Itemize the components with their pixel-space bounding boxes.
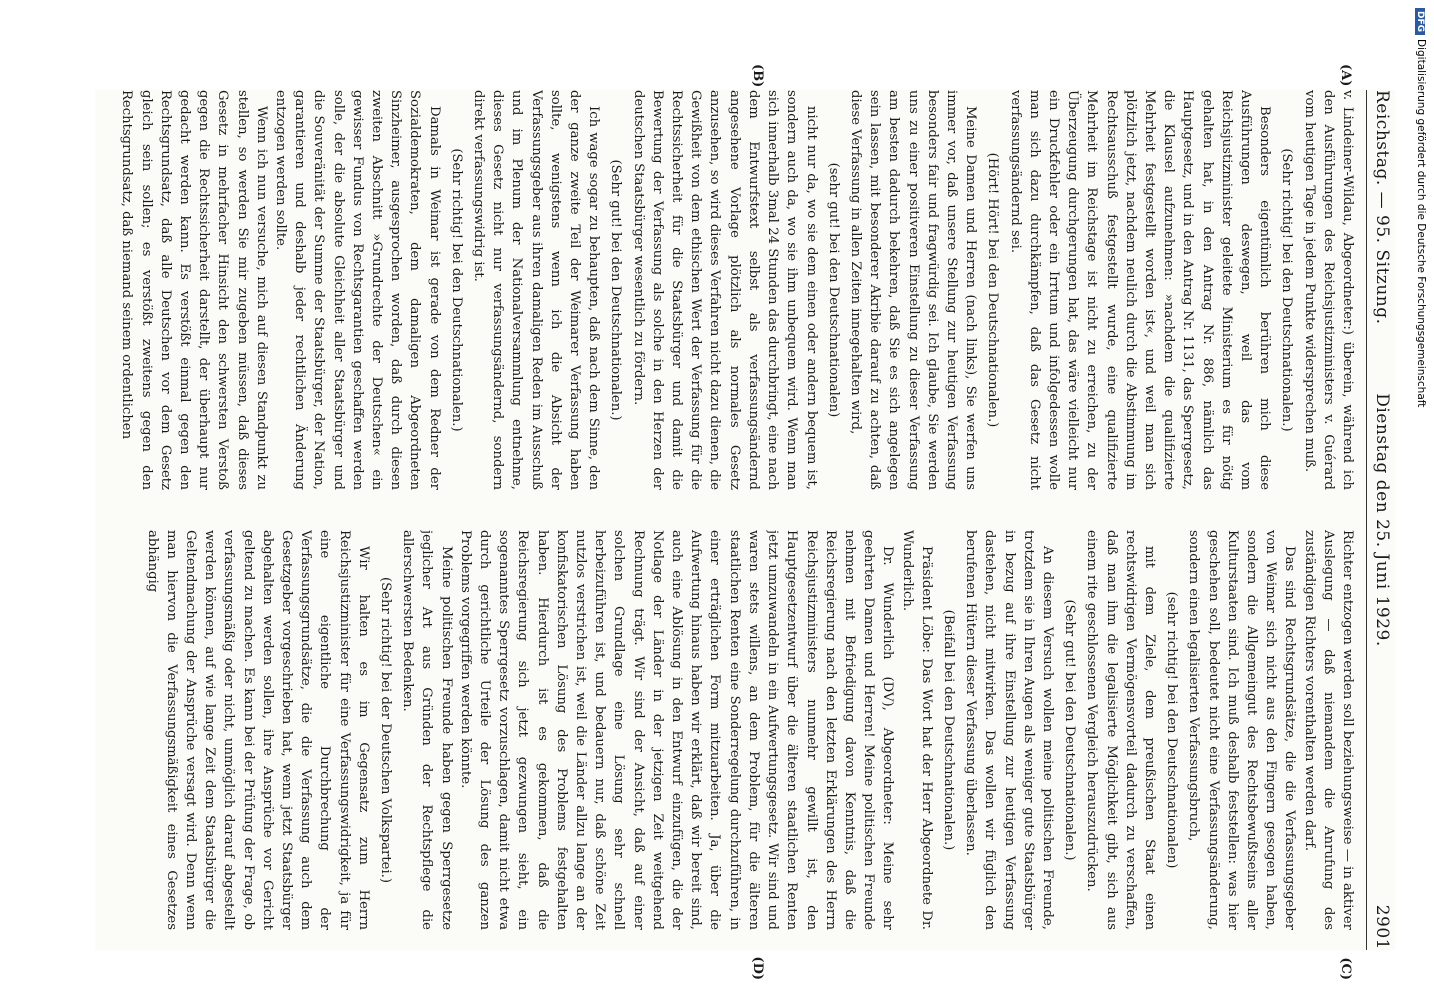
page-number: 2901 [1372,904,1392,950]
margin-marker-c: (C) [1338,957,1353,980]
margin-marker-d: (D) [750,956,765,980]
left-column-paragraph: (Sehr gut! bei den Deutschnationalen.) [608,159,624,421]
left-column-paragraph: (Sehr richtig! bei den Deutschnationalen.) [448,148,464,432]
right-column-paragraph: Wir halten es im Gegensatz zum Herrn Reichsjustizminister für eine Verfassungswidrigkeit, ja für eine eigentliche Durchbrechung der Verfassungsgrundsätze, die die Verfassung auch dem Gesetzgeber vorgeschrieben hat, wenn jetzt Staatsbürger abgehalten werden sollen, ihre Ansprüche vor Gericht geltend zu machen. Es kann bei der Prüfung der Frage, ob verfassungsmäßig oder nicht, unmöglich darauf abgestellt werden können, auf wie lange Zeit dem Staatsbürger die Geltendmachung der Ansprüche versagt wird. Denn wenn man hiervon die Verfassungsmäßigkeit eines Gesetzes abhängig [144,530,371,930]
right-column-paragraph: Präsident Löbe: Das Wort hat der Herr Abgeordnete Dr. Wunderlich. [899,530,934,930]
dfg-logo: DFG [1415,8,1425,35]
document-page [95,64,1395,980]
margin-marker-a: (A) [1338,64,1353,87]
left-column-paragraph: Ich wage sogar zu behaupten, daß nach dem Sinne, den der ganze zweite Teil der Weimarer Verfassung haben sollte, wenigstens wenn ich die Absicht der Verfassungsgeber aus ihren damaligen Reden im Ausschuß und im Plenum der Nationalversammlung entnehme, dieses Gesetz nicht nur verfassungsändernd, sondern direkt verfassungswidrig ist. [471,90,602,490]
right-column-paragraph: An diesem Versuch wollen meine politischen Freunde, trotzdem sie in Ihren Augen als weniger gute Staatsbürger in bezug auf ihre Einstellung zur heutigen Verfassung dastehen, nicht mitwirken. Das wollen wir füglich den berufenen Hütern dieser Verfassung überlassen. [963,530,1055,930]
right-column-paragraph: Richter entzogen werden soll beziehungsweise — in aktiver Auslegung — daß niemandem die Anrufung des zuständigen Richters vorenthalten werden darf. [1301,530,1355,930]
right-column [95,530,1357,930]
credit-text: Digitalisierung gefördert durch die Deutsche Forschungsgemeinschaft [1415,39,1427,408]
margin-marker-b: (B) [750,64,765,88]
left-column-paragraph: (Hört! Hört! bei den Deutschnationalen.) [985,152,1001,428]
header-left: Reichstag. — 95. Sitzung. [1372,90,1392,325]
left-column-paragraph: (sehr gut! bei den Deutschnationalen) [825,162,841,418]
header-rule [1366,90,1367,950]
left-column-paragraph: (Sehr richtig! bei den Deutschnationalen.) [1279,148,1295,432]
scanned-page-area [95,64,1395,980]
left-column-paragraph: nicht nur da, wo sie dem einen oder andern bequem ist, sondern auch da, wo sie ihm unbequem wird. Wenn man sich innerhalb 3mal 24 Stunden das durchbringt, eine nach dem Entwurfstext selbst als verfassungsändernd angesehene Vorlage plötzlich als normales Gesetz anzusehen, so wird dieses Verfahren nicht dazu dienen, die Gewißheit von dem ethischen Wert der Verfassung für die Rechtssicherheit für die Staatsbürger und damit die Bewertung der Verfassung als solche in den Herzen der deutschen Staatsbürger wesentlich zu fördern. [630,90,819,490]
left-column-paragraph: Besonders eigentümlich berühren mich diese Ausführungen deswegen, weil das vom Reichsjustizminister geleitete Ministerium es für nötig gehalten hat, in den Antrag Nr. 886, nämlich das Hauptgesetz, und in den Antrag Nr. 1131, das Sperrgesetz, die Klausel aufzunehmen: »nachdem die qualifizierte Mehrheit festgestellt worden ist«, und weil man sich plötzlich jetzt, nachdem neulich durch die Abstimmung im Rechtsausschuß festgestellt wurde, eine qualifizierte Mehrheit im Reichstage ist nicht zu erreichen, zu der Überzeugung durchgerungen hat, das wäre vielleicht nur ein Druckfehler oder ein Irrtum und infolgedessen wolle man sich dazu durchkämpfen, daß das Gesetz nicht verfassungsändernd sei. [1007,90,1273,490]
right-column-paragraph: (Sehr richtig! bei der Deutschen Volkspartei.) [378,576,394,884]
right-column-paragraph: Dr. Wunderlich (DV), Abgeordneter: Meine sehr geehrten Damen und Herren! Meine politischen Freunde nehmen mit Befriedigung davon Kenntnis, daß die Reichsregierung nach den letzten Erklärungen des Herrn Reichsjustizministers nunmehr gewillt ist, den Hauptgesetzentwurf über die älteren staatlichen Renten jetzt umzuwandeln in ein Aufwertungsgesetz. Wir sind und waren stets willens, an dem Problem, für die älteren staatlichen Renten eine Sonderregelung durchzuführen, in einer erträglichen Form mitzuarbeiten. Ja, über die Aufwertung hinaus haben wir erklärt, daß wir bereit sind, auch eine Ablösung in den Entwurf einzufügen, die der Notlage der Länder in der jetzigen Zeit weitgehend Rechnung trägt. Wir sind der Ansicht, daß auf einer solchen Grundlage eine Lösung sehr schnell herbeizuführen ist, und bedauern nur, daß schöne Zeit nutzlos verstrichen ist, weil die Länder allzu lange an der konfiskatorischen Lösung des Problems festgehalten haben. Hierdurch ist es gekommen, daß die Reichsregierung sich jetzt gezwungen sieht, ein sogenanntes Sperrgesetz vorzuschlagen, damit nicht etwa durch gerichtliche Urteile der Lösung des ganzen Problems vorgegriffen werden könnte. [457,530,896,930]
left-column-paragraph: Wenn ich nun versuche, mich auf diesen Standpunkt zu stellen, so werden Sie mir zugeben müssen, daß dieses Gesetz in mehrfacher Hinsicht den schwersten Verstoß gegen die Rechtssicherheit darstellt, der überhaupt nur gedacht werden kann. Es verstößt einmal gegen den Rechtsgrundsatz, daß alle Deutschen vor dem Gesetz gleich sein sollen; es verstößt zweitens gegen den Rechtsgrundsatz, daß niemand seinem ordentlichen [119,90,269,490]
left-column-paragraph: Meine Damen und Herren (nach links), Sie werfen uns immer vor, daß unsere Stellung zur heutigen Verfassung besonders fair und fragwürdig sei. Ich glaube, Sie werden uns zu einer positiveren Einstellung zu dieser Verfassung am besten dadurch bekehren, daß Sie es sich angelegen sein lassen, mit besonderer Akribie darauf zu achten, daß diese Verfassung in allen Zeiten innegehalten wird, [847,90,979,490]
right-column-paragraph: Meine politischen Freunde haben gegen Sperrgesetze jeglicher Art aus Gründen der Rechtspflege die allerschwersten Bedenken. [400,530,454,930]
left-column-paragraph: v. Lindeiner-Wildau, Abgeordneter:) überein, während ich den Ausführungen des Reichsjustizministers v. Guérard vom heutigen Tage in jedem Punkte widersprechen muß. [1301,90,1355,490]
right-column-paragraph: Das sind Rechtsgrundsätze, die die Verfassungsgeber von Weimar sich nicht aus den Fingern gesogen haben, sondern die Allgemeingut des Rechtsbewußtseins aller Kulturstaaten sind. Ich muß deshalb feststellen: was hier geschehen soll, bedeutet nicht eine Verfassungsänderung, sondern einen legalisierten Verfassungsbruch, [1186,530,1298,930]
page-header [1369,90,1395,950]
right-column-paragraph: (Sehr gut! bei den Deutschnationalen.) [1062,599,1078,861]
right-column-paragraph: mit dem Ziele, dem preußischen Staat einen rechtswidrigen Vermögensvorteil dadurch zu verschaffen, daß man ihm die legalisierte Möglichkeit gibt, sich aus einem rite geschlossenen Vergleich herauszudrücken. [1084,530,1157,930]
dfg-credit [1408,8,1430,988]
left-column [95,90,1357,490]
right-column-paragraph: (sehr richtig! bei den Deutschnationalen) [1164,591,1180,869]
header-date: Dienstag den 25. Juni 1929. [1372,393,1392,647]
right-column-paragraph: (Beifall bei den Deutschnationalen.) [940,609,956,851]
left-column-paragraph: Damals in Weimar ist gerade von dem Redner der Sozialdemokraten, dem damaligen Abgeordneten Sinzheimer, ausgesprochen worden, daß durch diesen zweiten Abschnitt »Grundrechte der Deutschen« ein gewisser Fundus von Rechtsgarantien geschaffen werden solle, der die absolute Gleichheit aller Staatsbürger und die Souveränität der Summe der Staatsbürger, der Nation, garantieren und deshalb jeder rechtlichen Änderung entzogen werden sollte. [273,90,442,490]
